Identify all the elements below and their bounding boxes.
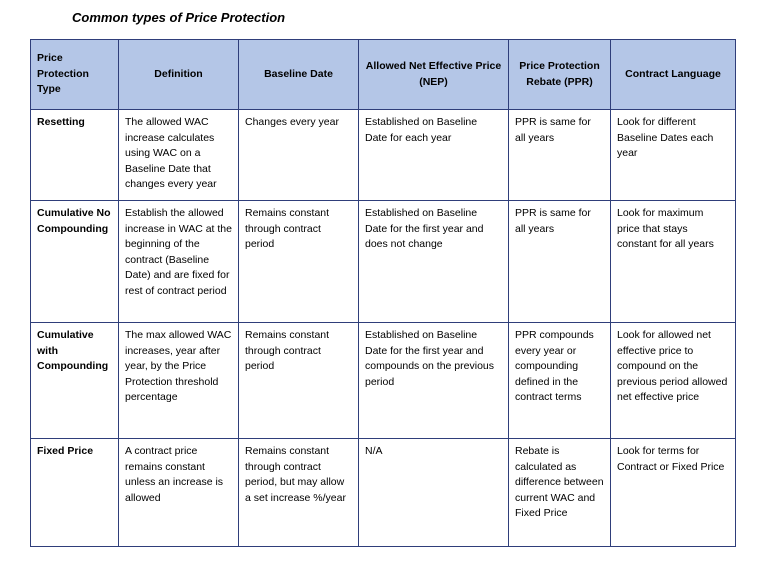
cell-definition: The allowed WAC increase calculates using WAC on a Baseline Date that changes every year — [119, 110, 239, 201]
cell-nep: N/A — [359, 439, 509, 547]
cell-baseline: Remains constant through contract period, but may allow a set increase %/year — [239, 439, 359, 547]
cell-definition: Establish the allowed increase in WAC at the beginning of the contract (Baseline Date) and are fixed for rest of contract period — [119, 201, 239, 323]
table-row — [31, 439, 736, 547]
cell-contract: Look for different Baseline Dates each year — [611, 110, 736, 201]
table-row — [31, 323, 736, 439]
cell-baseline: Remains constant through contract period — [239, 323, 359, 439]
cell-contract: Look for terms for Contract or Fixed Price — [611, 439, 736, 547]
cell-definition: The max allowed WAC increases, year after year, by the Price Protection threshold percentage — [119, 323, 239, 439]
price-protection-table — [30, 39, 736, 547]
document-title: Common types of Price Protection — [72, 10, 286, 25]
cell-nep: Established on Baseline Date for the first year and compounds on the previous period — [359, 323, 509, 439]
header-type: Price Protection Type — [31, 40, 119, 110]
header-nep: Allowed Net Effective Price (NEP) — [359, 40, 509, 110]
table-header-row — [31, 40, 736, 110]
header-ppr: Price Protection Rebate (PPR) — [509, 40, 611, 110]
cell-nep: Established on Baseline Date for each year — [359, 110, 509, 201]
cell-type: Fixed Price — [31, 439, 119, 547]
header-definition: Definition — [119, 40, 239, 110]
table-row — [31, 201, 736, 323]
cell-baseline: Changes every year — [239, 110, 359, 201]
header-baseline-date: Baseline Date — [239, 40, 359, 110]
cell-contract: Look for allowed net effective price to compound on the previous period allowed net effective price — [611, 323, 736, 439]
cell-nep: Established on Baseline Date for the first year and does not change — [359, 201, 509, 323]
cell-ppr: PPR compounds every year or compounding defined in the contract terms — [509, 323, 611, 439]
cell-type: Resetting — [31, 110, 119, 201]
cell-type: Cumulative No Compounding — [31, 201, 119, 323]
cell-ppr: PPR is same for all years — [509, 110, 611, 201]
cell-ppr: PPR is same for all years — [509, 201, 611, 323]
cell-baseline: Remains constant through contract period — [239, 201, 359, 323]
table-row — [31, 110, 736, 201]
header-contract-language: Contract Language — [611, 40, 736, 110]
cell-ppr: Rebate is calculated as difference between current WAC and Fixed Price — [509, 439, 611, 547]
cell-type: Cumulative with Compounding — [31, 323, 119, 439]
cell-definition: A contract price remains constant unless an increase is allowed — [119, 439, 239, 547]
cell-contract: Look for maximum price that stays constant for all years — [611, 201, 736, 323]
